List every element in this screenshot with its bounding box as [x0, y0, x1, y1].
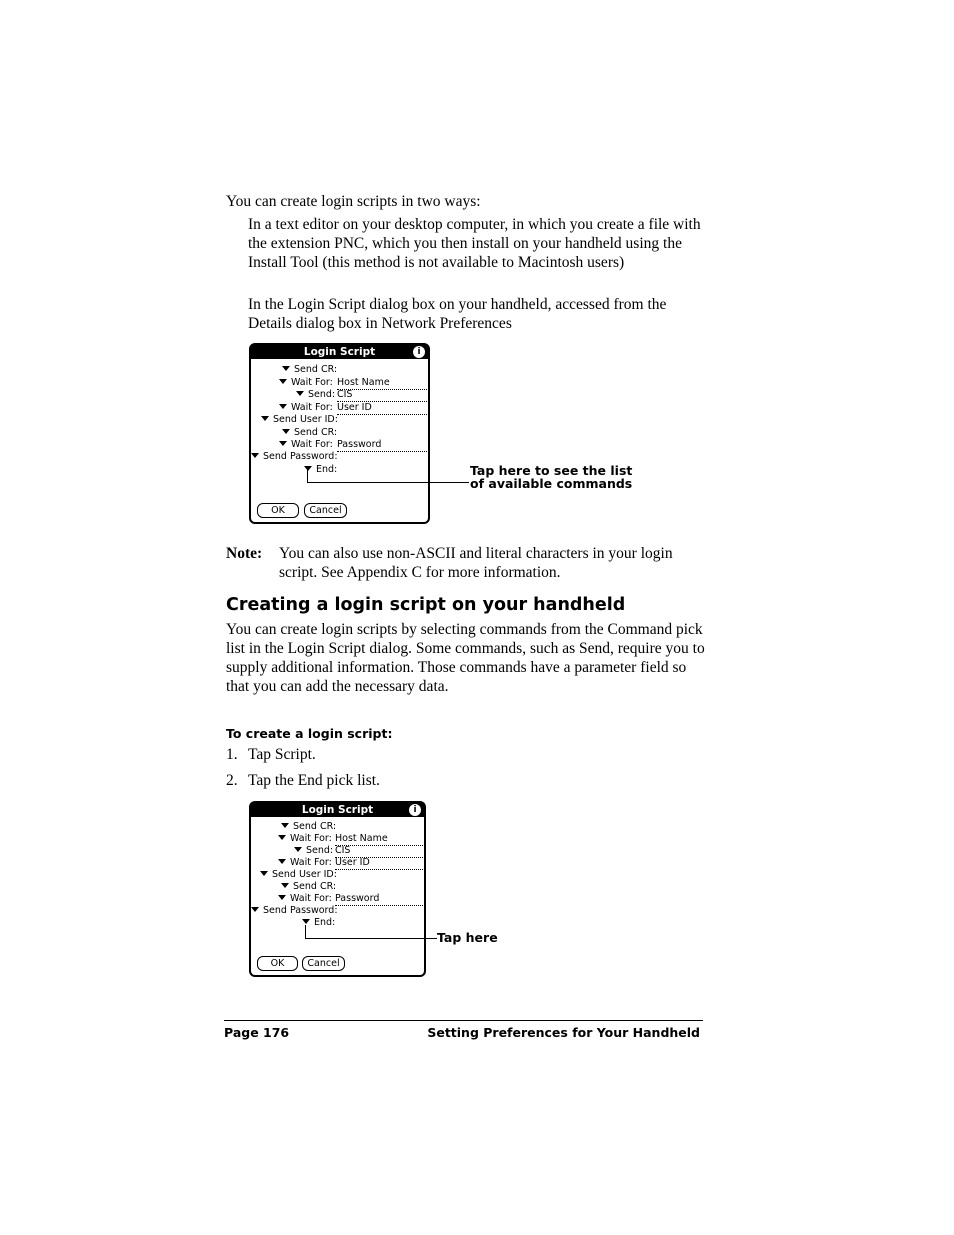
script-row[interactable]: Wait For: [278, 893, 332, 905]
triangle-down-icon[interactable] [278, 859, 286, 864]
step-text: Tap the End pick list. [248, 772, 380, 789]
param-field[interactable]: Host Name [335, 833, 423, 846]
ok-button[interactable]: OK [257, 503, 299, 518]
page-number: Page 176 [224, 1025, 290, 1040]
way-1-text: In a text editor on your desktop computer, in which you create a file with the extension PNC, which you then install on your handheld using the Install Tool (this method is not available to Macintosh users) [248, 216, 701, 271]
script-row[interactable]: Send CR: [281, 821, 336, 833]
dialog-title: Login Script i [251, 803, 424, 817]
triangle-down-icon[interactable] [260, 871, 268, 876]
note-text: You can also use non-ASCII and literal characters in your login script. See Appendix C for more information. [279, 545, 673, 581]
script-row[interactable]: Send Password: [251, 451, 338, 463]
triangle-down-icon[interactable] [281, 823, 289, 828]
callout-text: Tap here [437, 930, 498, 945]
triangle-down-icon[interactable] [261, 416, 269, 421]
login-script-dialog-2 [249, 801, 426, 977]
triangle-down-icon[interactable] [281, 883, 289, 888]
triangle-down-icon[interactable] [279, 404, 287, 409]
script-row[interactable]: Wait For: [279, 439, 333, 451]
callout-leader [307, 469, 308, 483]
note-label: Note: [226, 545, 263, 562]
section-heading: Creating a login script on your handheld [226, 595, 626, 615]
triangle-down-icon[interactable] [304, 466, 312, 471]
param-field[interactable]: Host Name [337, 377, 427, 390]
footer-title: Setting Preferences for Your Handheld [427, 1025, 700, 1040]
info-icon[interactable]: i [413, 346, 425, 358]
script-row[interactable]: Wait For: [279, 377, 333, 389]
script-row[interactable]: Wait For: [279, 402, 333, 414]
end-row[interactable]: End: [302, 917, 335, 929]
info-icon[interactable]: i [409, 804, 421, 816]
script-row[interactable]: Send CR: [282, 427, 337, 439]
triangle-down-icon[interactable] [296, 391, 304, 396]
end-row[interactable]: End: [304, 464, 337, 476]
intro-text: You can create login scripts in two ways: [226, 193, 481, 210]
step-number: 2. [226, 772, 238, 789]
triangle-down-icon[interactable] [282, 429, 290, 434]
param-field[interactable]: Password [337, 439, 427, 452]
script-row[interactable]: Send: [296, 389, 335, 401]
triangle-down-icon[interactable] [279, 441, 287, 446]
script-row[interactable]: Send CR: [282, 364, 337, 376]
script-row[interactable]: Send: [294, 845, 333, 857]
triangle-down-icon[interactable] [294, 847, 302, 852]
script-row[interactable]: Wait For: [278, 857, 332, 869]
script-row[interactable]: Wait For: [278, 833, 332, 845]
ok-button[interactable]: OK [257, 956, 298, 971]
step-text: Tap Script. [248, 746, 316, 763]
callout-leader [305, 938, 437, 939]
param-field[interactable]: CIS [337, 389, 427, 402]
triangle-down-icon[interactable] [251, 907, 259, 912]
callout-leader [307, 482, 469, 483]
callout-text: Tap here to see the list of available commands [470, 463, 633, 491]
footer-rule [224, 1020, 703, 1021]
login-script-dialog [249, 343, 430, 524]
step-number: 1. [226, 746, 238, 763]
triangle-down-icon[interactable] [278, 835, 286, 840]
param-field[interactable]: User ID [337, 402, 427, 415]
param-field[interactable]: CIS [335, 845, 423, 858]
way-2-text: In the Login Script dialog box on your handheld, accessed from the Details dialog box in Network Preferences [248, 296, 667, 332]
procedure-heading: To create a login script: [226, 726, 393, 741]
cancel-button[interactable]: Cancel [302, 956, 345, 971]
triangle-down-icon[interactable] [251, 453, 259, 458]
callout-leader [305, 925, 306, 939]
cancel-button[interactable]: Cancel [304, 503, 347, 518]
body-paragraph: You can create login scripts by selecting commands from the Command pick list in the Login Script dialog. Some commands, such as Send, require you to supply additional information. Those commands have a parameter field so that you can add the necessary data. [226, 621, 705, 695]
script-row[interactable]: Send CR: [281, 881, 336, 893]
script-row[interactable]: Send User ID: [261, 414, 338, 426]
triangle-down-icon[interactable] [279, 379, 287, 384]
param-field[interactable]: User ID [335, 857, 423, 870]
triangle-down-icon[interactable] [302, 919, 310, 924]
script-row[interactable]: Send Password: [251, 905, 338, 917]
triangle-down-icon[interactable] [282, 366, 290, 371]
param-field[interactable]: Password [335, 893, 423, 906]
dialog-title: Login Script i [251, 345, 428, 359]
triangle-down-icon[interactable] [278, 895, 286, 900]
script-row[interactable]: Send User ID: [260, 869, 337, 881]
